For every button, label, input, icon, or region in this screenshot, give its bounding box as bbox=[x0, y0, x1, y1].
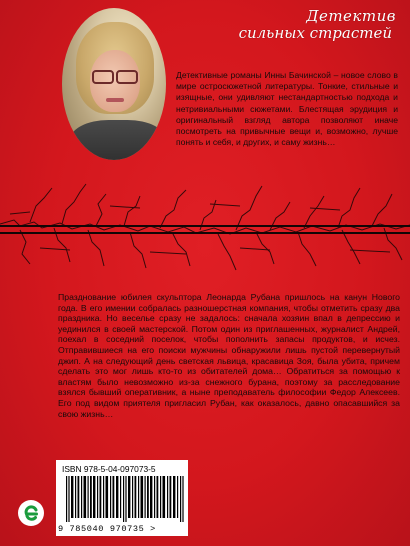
author-shirt bbox=[70, 120, 166, 160]
isbn-label: ISBN 978-5-04-097073-5 bbox=[62, 464, 156, 474]
book-annotation-text: Празднование юбилея скульптора Леонарда Рубана пришлось на канун Нового года. В его имении собралась разношерстная компания, чтобы отметить сразу два праздника. Но веселье сразу не задалось: сначала хозяин впал в депрессию и уединился в своей мастерской. Потом один из приглашенных, журналист Андрей, поехал в соседний поселок, чтобы пополнить запасы продуктов, и исчез. Отправившиеся на его поиски мужчины обнаружили лишь пустой перевернутый джип. А на следующий день светская львица, красавица Зоя, была убита, причем сделать это мог лишь кто-то из обитателей дома… Обратиться за помощью к властям было невозможно из-за снежного бурана, поэтому за расследование взялся бывший оперативник, а ныне преподаватель философии Федор Алексеев. Его под видом приятеля пригласил Рубан, как оказалось, давно опасавшийся за свою жизнь… bbox=[58, 292, 400, 419]
series-title-line1: Детектив bbox=[306, 7, 396, 25]
author-glasses bbox=[92, 70, 138, 81]
barcode-bars bbox=[66, 476, 184, 522]
series-title-line2: сильных страстей bbox=[238, 24, 392, 42]
barcode-digits: 9 785040 970735 > bbox=[58, 524, 156, 534]
black-stripe-divider bbox=[0, 222, 410, 238]
author-photo bbox=[62, 8, 166, 160]
series-title bbox=[239, 8, 396, 42]
author-mouth bbox=[106, 98, 124, 102]
author-intro-text: Детективные романы Инны Бачинской – новое слово в мире остросюжетной литературы. Тонкие, стильные и изящные, они удивляют нестандартностью подхода и нетривиальными сюжетами. Блестящая эрудиция и оригинальный взгляд автора позволяют иначе посмотреть на привычные вещи и, возможно, лучше понять и себя, и других, и саму жизнь… bbox=[176, 70, 398, 148]
publisher-e-logo-icon bbox=[18, 500, 44, 526]
